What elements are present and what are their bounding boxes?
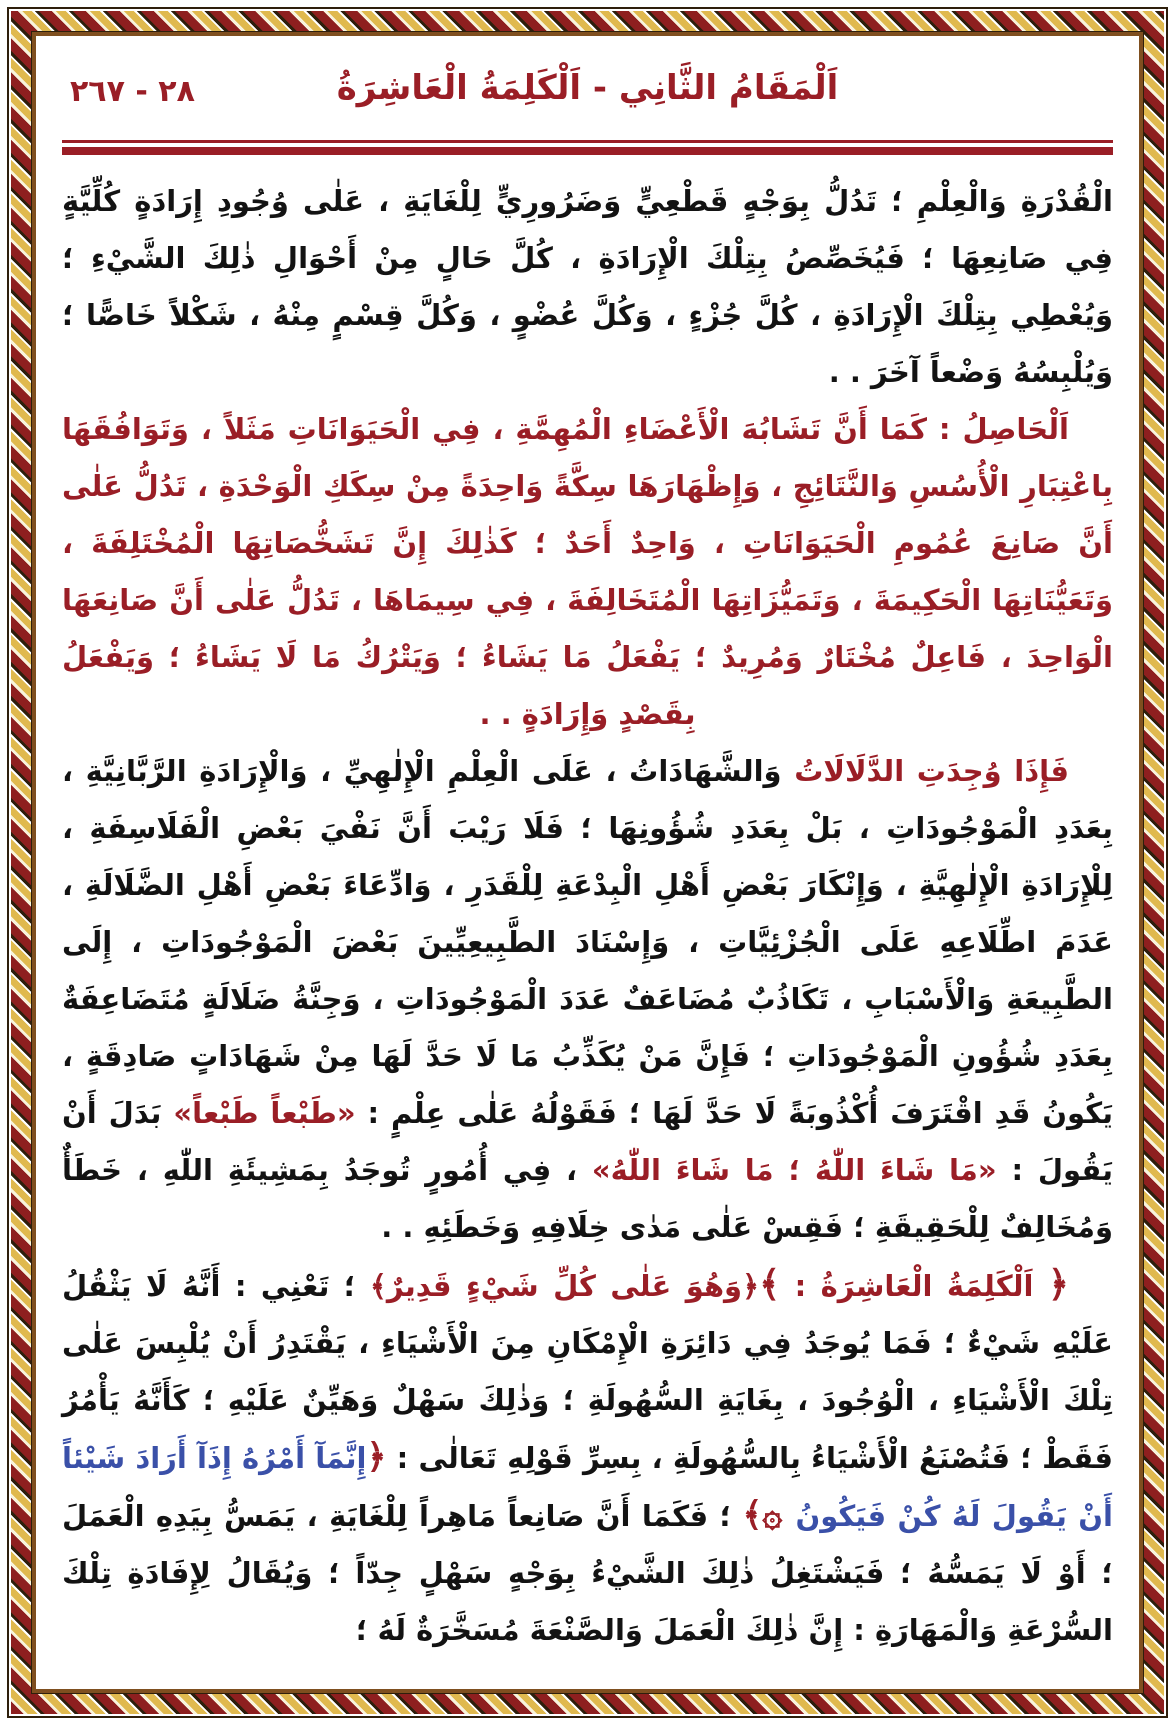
verse-kun-fayakun: إِنَّمَآ أَمْرُهُ إِذَآ أَرَادَ شَيْئاً أَنْ يَقُولَ لَهُ كُنْ فَيَكُونُ: [62, 1441, 1113, 1533]
page-sheet: [32, 32, 1143, 1693]
page-number: ٢٨ - ٢٦٧: [70, 74, 195, 109]
paragraph-3-quote-tab3an: «طَبْعاً طَبْعاً»: [173, 1096, 356, 1130]
header-rule-thin: [62, 140, 1113, 143]
section-heading-tenth-word: اَلْكَلِمَةُ الْعَاشِرَةُ :: [780, 1269, 1048, 1303]
section-ornament-right-icon: ﴿: [1047, 1264, 1070, 1305]
paragraph-3-body: وَالشَّهَادَاتُ ، عَلَى الْعِلْمِ الْإِلٰهِيِّ ، وَالْإِرَادَةِ الرَّبَّانِيَّةِ ، بِعَدَدِ الْمَوْجُودَاتِ ، بَلْ بِعَدَدِ شُؤُونِهَا ؛ فَلَا رَيْبَ أَنَّ نَفْيَ بَعْضِ الْفَلَاسِفَةِ ، لِلْإِرَادَةِ الْإِلٰهِيَّةِ ، وَإِنْكَارَ بَعْضِ أَهْلِ الْبِدْعَةِ لِلْقَدَرِ ، وَادِّعَاءَ بَعْضِ أَهْلِ الضَّلَالَةِ ، عَدَمَ اطِّلَاعِهِ عَلَى الْجُزْئِيَّاتِ ، وَإِسْنَادَ الطَّبِيعِيِّينَ بَعْضَ الْمَوْجُودَاتِ ، إِلَى الطَّبِيعَةِ وَالْأَسْبَابِ ، تَكَاذُبٌ مُضَاعَفٌ عَدَدَ الْمَوْجُودَاتِ ، وَجِنَّةُ ضَلَالَةٍ مُتَضَاعِفَةٌ بِعَدَدِ شُؤُونِ الْمَوْجُودَاتِ ؛ فَإِنَّ مَنْ يُكَذِّبُ مَا لَا حَدَّ لَهَا مِنْ شَهَادَاتٍ صَادِقَةٍ ، يَكُونُ قَدِ اقْتَرَفَ أُكْذُوبَةً لَا حَدَّ لَهَا ؛ فَقَوْلُهُ عَلٰى عِلْمٍ :: [62, 754, 1113, 1130]
paragraph-3-quote-mashallah: «مَا شَاءَ اللّٰهُ ؛ مَا شَاءَ اللّٰهُ»: [591, 1153, 997, 1187]
section-ornament-left-icon: ﴾: [759, 1264, 781, 1305]
paragraph-4-body: ؛ تَعْنِي : أَنَّهُ لَا يَثْقُلُ عَلَيْهِ شَيْءٌ ؛ فَمَا يُوجَدُ فِي دَائِرَةِ الْإِمْكَانِ مِنَ الْأَشْيَاءِ ، يَقْتَدِرُ أَنْ يُلْبِسَ عَلٰى تِلْكَ الْأَشْيَاءِ ، الْوُجُودَ ، بِغَايَةِ السُّهُولَةِ ؛ وَذٰلِكَ سَهْلٌ وَهَيِّنٌ عَلَيْهِ ؛ كَأَنَّهُ يَأْمُرُ فَقَطْ ؛ فَتُصْنَعُ الْأَشْيَاءُ بِالسُّهُولَةِ ، بِسِرِّ قَوْلِهِ تَعَالٰى :: [62, 1269, 1114, 1475]
page-header: [62, 60, 1113, 130]
paragraph-1-text: الْقُدْرَةِ وَالْعِلْمِ ؛ تَدُلُّ بِوَجْهٍ قَطْعِيٍّ وَضَرُورِيٍّ لِلْغَايَةِ ، عَلٰى وُجُودِ إِرَادَةٍ كُلِّيَّةٍ فِي صَانِعِهَا ؛ فَيُخَصِّصُ بِتِلْكَ الْإِرَادَةِ ، كُلَّ حَالٍ مِنْ أَحْوَالِ ذٰلِكَ الشَّيْءِ ؛ وَيُعْطِي بِتِلْكَ الْإِرَادَةِ ، كُلَّ جُزْءٍ ، وَكُلَّ عُضْوٍ ، وَكُلَّ قِسْمٍ مِنْهُ ، شَكْلاً خَاصًّا ؛ وَيُلْبِسُهُ وَضْعاً آخَرَ . .: [62, 184, 1113, 389]
rub-el-hizb-icon: ۞: [762, 1495, 796, 1535]
body-text: [62, 173, 1113, 1659]
paragraph-3-mid: بَدَلَ أَنْ يَقُولَ :: [62, 1096, 1113, 1187]
body-paragraph-4: [62, 1256, 1113, 1659]
body-paragraph-3: [62, 743, 1113, 1256]
paragraph-3-lead: فَإِذَا وُجِدَتِ الدَّلَالَاتُ: [781, 754, 1069, 788]
verse-qadir: ﴿وَهُوَ عَلٰى كُلِّ شَيْءٍ قَدِيرٌ﴾: [369, 1269, 760, 1303]
body-paragraph-1: [62, 173, 1113, 401]
page-title: اَلْمَقَامُ الثَّانِي - اَلْكَلِمَةُ الْعَاشِرَةُ: [336, 68, 839, 108]
paragraph-2-text: اَلْحَاصِلُ : كَمَا أَنَّ تَشَابُهَ الْأَعْضَاءِ الْمُهِمَّةِ ، فِي الْحَيَوَانَاتِ مَثَلاً ، وَتَوَافُقَهَا بِاعْتِبَارِ الْأُسُسِ وَالنَّتَائِجِ ، وَإِظْهَارَهَا سِكَّةً وَاحِدَةً مِنْ سِكَكِ الْوَحْدَةِ ، تَدُلُّ عَلٰى أَنَّ صَانِعَ عُمُومِ الْحَيَوَانَاتِ ، وَاحِدٌ أَحَدٌ ؛ كَذٰلِكَ إِنَّ تَشَخُّصَاتِهَا الْمُخْتَلِفَةَ ، وَتَعَيُّنَاتِهَا الْحَكِيمَةَ ، وَتَمَيُّزَاتِهَا الْمُتَخَالِفَةَ ، فِي سِيمَاهَا ، تَدُلُّ عَلٰى أَنَّ صَانِعَهَا الْوَاحِدَ ، فَاعِلٌ مُخْتَارٌ وَمُرِيدٌ ؛ يَفْعَلُ مَا يَشَاءُ ؛ وَيَتْرُكُ مَا لَا يَشَاءُ ؛ وَيَفْعَلُ بِقَصْدٍ وَإِرَادَةٍ . .: [62, 412, 1113, 731]
header-rule-thick: [62, 147, 1113, 155]
ornate-border-pattern: [11, 11, 1164, 1714]
verse-bracket-open-icon: ﴿: [366, 1437, 387, 1477]
body-paragraph-2: [62, 401, 1113, 743]
paragraph-4-tail: ؛ فَكَمَا أَنَّ صَانِعاً مَاهِراً لِلْغَايَةِ ، يَمَسُّ بِيَدِهِ الْعَمَلَ ؛ أَوْ لَا يَمَسُّهُ ؛ فَيَشْتَغِلُ ذٰلِكَ الشَّيْءُ بِوَجْهٍ سَهْلٍ جِدّاً ؛ وَيُقَالُ لِإِفَادَةِ تِلْكَ السُّرْعَةِ وَالْمَهَارَةِ : إِنَّ ذٰلِكَ الْعَمَلَ وَالصَّنْعَةَ مُسَخَّرَةٌ لَهُ ؛: [62, 1499, 1113, 1647]
paragraph-3-tail: ، فِي أُمُورٍ تُوجَدُ بِمَشِيئَةِ اللّٰهِ ، خَطَأٌ وَمُخَالِفٌ لِلْحَقِيقَةِ ؛ فَقِسْ عَلٰى مَدٰى خِلَافِهِ وَخَطَئِهِ . .: [62, 1153, 1113, 1244]
ornate-border-frame: [7, 7, 1168, 1718]
verse-bracket-close-icon: ﴾: [742, 1495, 763, 1535]
